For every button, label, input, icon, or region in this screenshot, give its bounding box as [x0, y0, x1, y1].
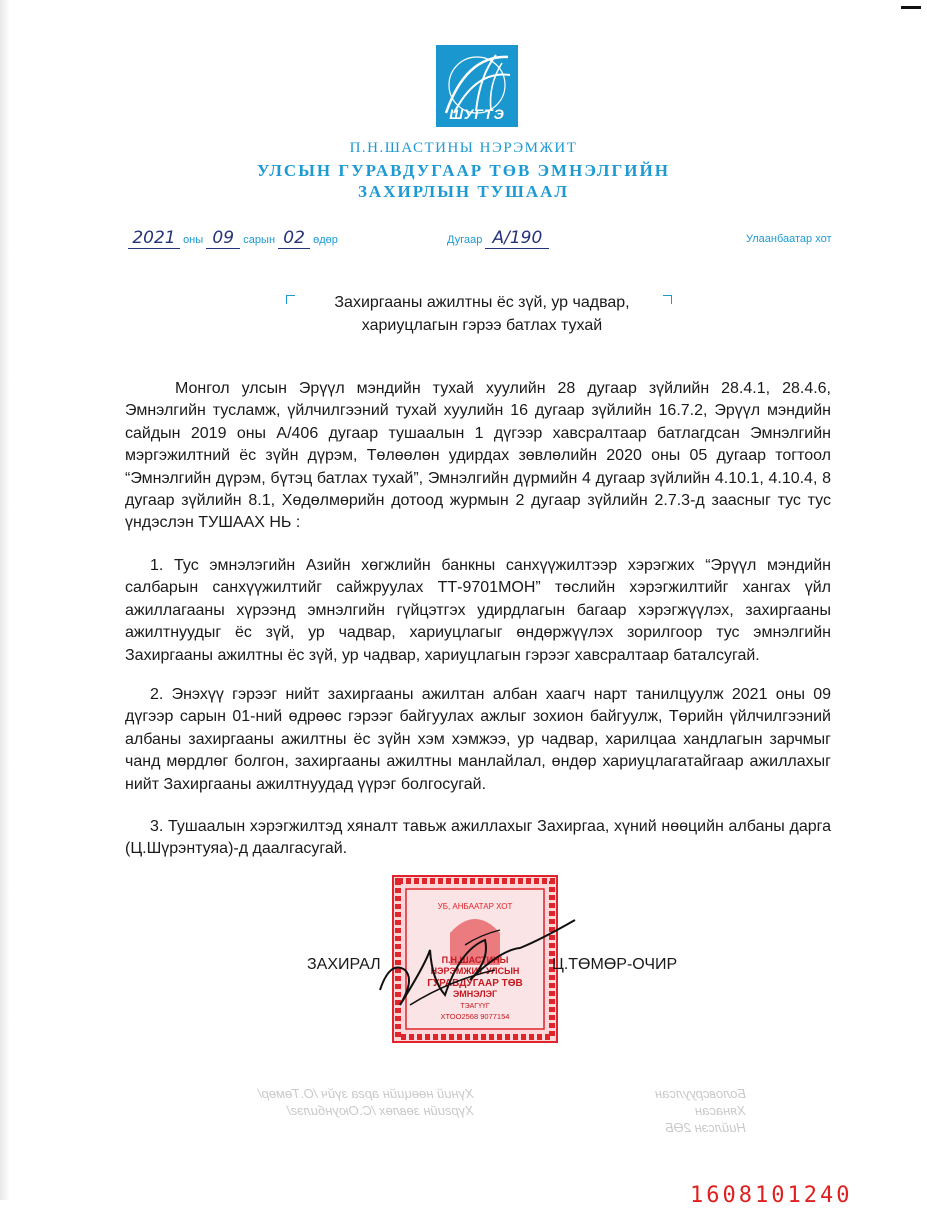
handwritten-signature [370, 910, 580, 1020]
logo-text: ШУГТЭ [449, 106, 505, 122]
subject-line-2: хариуцлагын гэрээ батлах тухай [361, 317, 603, 334]
order-number: А/190 [485, 228, 549, 249]
date-day: 02 [278, 228, 310, 249]
subject-bracket-right [663, 295, 672, 304]
order-item-3: 3. Тушаалын хэрэгжилтэд хяналт тавьж ажиллахыг Захиргаа, хүний нөөцийн албаны дарга (Ц.Шүрэнтуяа)-д даалгасугай. [125, 818, 831, 858]
header-line-2: УЛСЫН ГУРАВДУГААР ТӨВ ЭМНЭЛГИЙН [257, 161, 670, 180]
order-item-1: 1. Тус эмнэлэгийн Азийн хөгжлийн банкны санхүүжилтээр хэрэгжих “Эрүүл мэндийн салбарын санхүүжилтийг сайжруулах ТТ-9701МОН” төслийн хэрэгжилтийг хангах үйл ажиллагааны хүрээнд эмнэлгийн гүйцэтгэх удирдлагын багаар хэрэгжүүлэх, захиргааны ажилтнуудыг ёс зүй, ур чадвар, хариуцлагыг өндөржүүлэх зорилгоор тус эмнэлгийн Захиргааны ажилтны ёс зүй, ур чадвар, хариуцлагын гэрээг хавсралтаар баталсугай. [125, 557, 831, 664]
stamp-line-6: ХТОО2568 9077154 [440, 1012, 510, 1021]
stamp-line-1: П.Н.ШАСТИНЫ [441, 955, 509, 965]
header-line-3: ЗАХИРЛЫН ТУШААЛ [357, 182, 570, 201]
city: Улаанбаатар хот [746, 233, 832, 245]
stamp-line-4: ЭМНЭЛЭГ [452, 989, 498, 999]
hospital-logo [436, 45, 518, 127]
order-item-2: 2. Энэхүү гэрээг нийт захиргааны ажилтан албан хаагч нарт танилцуулж 2021 оны 09 дүгээр сарын 01-ний өдрөөс гэрээг байгуулах ажлыг зохион байгуулж, Төрийн үйлчилгээний албаны захиргааны ажилтны ёс зүйн хэм хэмжээ, ур чадвар, харилцаа хандлагын зарчмыг чанд мөрдлөг болгон, захиргааны ажилтны манлайлал, өндөр хариуцлагатайгаар ажиллахыг нийт Захиргааны ажилтнуудад үүрэг болгосугай. [125, 686, 831, 793]
stamp-top-text: УБ, АНБААТАР ХОТ [437, 902, 513, 911]
bleed-left-line-2: Хүргийн зөвлөх /С.Оюунбилэг/ [287, 1103, 474, 1118]
date-day-label: өдөр [313, 234, 338, 246]
signatory-name: Ц.ТӨМӨР-ОЧИР [552, 956, 678, 973]
subject-bracket-left [286, 295, 295, 304]
order-number-line [447, 228, 549, 249]
bleed-right-line-3: Нийлсэн 2ӨБ [665, 1120, 746, 1135]
intro-paragraph: Монгол улсын Эрүүл мэндийн тухай хуулийн 28 дугаар зүйлийн 28.4.1, 28.4.6, Эмнэлгийн тусламж, үйлчилгээний тухай хуулийн 16 дугаар зүйлийн 16.7.2, Эрүүл мэндийн сайдын 2019 оны А/406 дугаар тушаалын 1 дүгээр хавсралтаар батлагдсан Эмнэлгийн мэргэжилтний ёс зүйн дүрэм, Төлөөлөн удирдах зөвлөлийн 2020 оны 05 дугаар тогтоол “Эмнэлгийн дүрэм, бүтэц батлах тухай”, Эмнэлгийн дүрмийн 4 дугаар зүйлийн 4.10.1, 4.10.4, 8 дугаар зүйлийн 8.1, Хөдөлмөрийн дотоод журмын 2 дугаар зүйлийн 2.7.3-д заасныг тус тус үндэслэн ТУШААХ НЬ : [125, 380, 831, 532]
signatory-title: ЗАХИРАЛ [307, 956, 381, 973]
stamp-line-3: ГУРАВДУГААР ТӨВ [427, 978, 523, 989]
date-month-label: сарын [243, 234, 276, 246]
bleed-left-line-1: Хүний нөөцийн арга зүйч /О.Төмөр/ [258, 1086, 474, 1101]
scan-corner-mark [901, 6, 921, 9]
bleed-through-left [258, 1085, 474, 1119]
bleed-right-line-1: Боловсруулсан [655, 1086, 746, 1101]
stamp-line-2: НЭРЭМЖИТ УЛСЫН [430, 966, 520, 976]
stamp-line-5: ТЭАГҮҮГ [460, 1003, 490, 1010]
header-line-1: П.Н.ШАСТИНЫ НЭРЭМЖИТ [349, 140, 578, 156]
order-number-label: Дугаар [447, 234, 483, 246]
date-year: 2021 [128, 228, 180, 249]
serial-number: 1608101240 [690, 1183, 853, 1208]
subject [300, 291, 664, 337]
date-line [128, 228, 338, 249]
bleed-right-line-2: Хянасан [694, 1103, 746, 1118]
date-year-label: оны [183, 234, 204, 246]
bleed-through-right [655, 1085, 746, 1136]
subject-line-1: Захиргааны ажилтны ёс зүй, ур чадвар, [334, 294, 630, 311]
date-month: 09 [206, 228, 240, 249]
